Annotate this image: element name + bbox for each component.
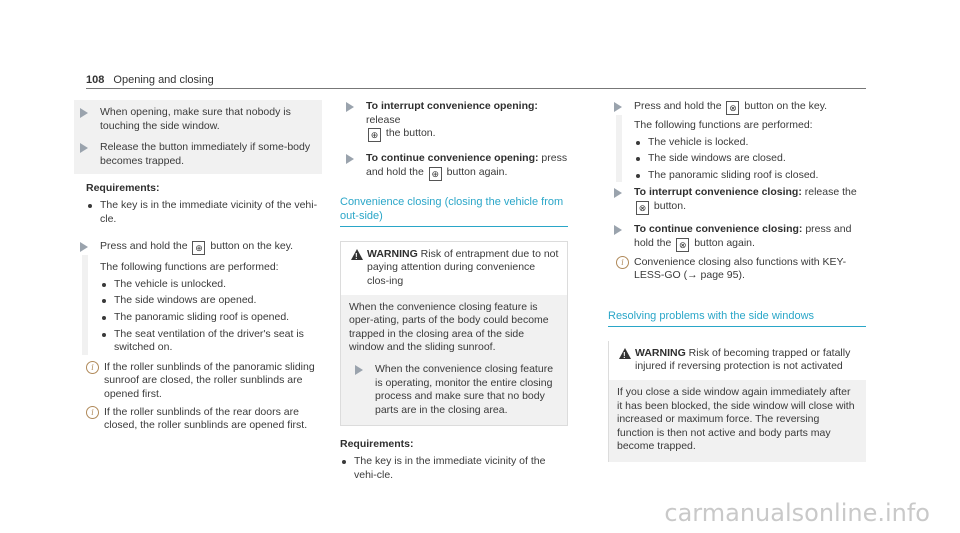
warning-box bbox=[340, 241, 568, 427]
step-arrow-icon bbox=[614, 102, 622, 112]
header-divider bbox=[86, 88, 866, 89]
requirements-label: Requirements: bbox=[86, 182, 160, 195]
press-step: Press and hold the ⊕ button on the key. bbox=[74, 240, 322, 255]
step-item: When opening, make sure that nobody is touching the side window. bbox=[74, 106, 322, 133]
step-arrow-icon bbox=[346, 102, 354, 112]
warning-icon bbox=[351, 249, 363, 260]
step-item: Release the button immediately if some-body becomes trapped. bbox=[74, 141, 322, 168]
step-arrow-icon bbox=[346, 154, 354, 164]
page-header bbox=[86, 74, 214, 86]
page-number: 108 bbox=[86, 74, 105, 86]
interrupt-step: To interrupt convenience opening: release ⊕ the button. bbox=[340, 100, 568, 142]
performed-block: The following functions are performed: The vehicle is unlocked. The side windows are opened. The panoramic sliding roof is opened. The seat ventilation of the driver's seat is switched on. bbox=[82, 255, 322, 355]
list-item: The seat ventilation of the driver's seat is switched on. bbox=[100, 328, 322, 355]
performed-block: The following functions are performed: The vehicle is locked. The side windows are closed. The panoramic sliding roof is closed. bbox=[616, 115, 866, 182]
unlock-key-icon: ⊕ bbox=[192, 241, 205, 255]
info-note: i If the roller sunblinds of the panoramic sliding sunroof are closed, the roller sunblinds are opened first. bbox=[86, 361, 322, 402]
warning-step: When the convenience closing feature is operating, monitor the entire closing process and make sure that no body parts are in the closing area. bbox=[349, 363, 559, 417]
step-arrow-icon bbox=[614, 188, 622, 198]
interrupt-step: To interrupt convenience closing: release the ⊗ button. bbox=[608, 186, 866, 215]
requirement-item: The key is in the immediate vicinity of the vehi-cle. bbox=[86, 199, 322, 226]
press-step: Press and hold the ⊗ button on the key. bbox=[608, 100, 866, 115]
step-arrow-icon bbox=[80, 108, 88, 118]
unlock-key-icon: ⊕ bbox=[429, 167, 442, 181]
column-3 bbox=[608, 100, 866, 462]
info-icon: i bbox=[86, 406, 99, 419]
warning-box bbox=[608, 341, 866, 462]
section-title: Convenience closing (closing the vehicle from out-side) bbox=[340, 195, 568, 227]
unlock-key-icon: ⊕ bbox=[368, 128, 381, 142]
continue-step: To continue convenience opening: press and hold the ⊕ button again. bbox=[340, 152, 568, 181]
step-arrow-icon bbox=[614, 225, 622, 235]
list-item: The panoramic sliding roof is opened. bbox=[100, 311, 322, 325]
safety-steps-box bbox=[74, 100, 322, 174]
warning-header: ! WARNING Risk of entrapment due to not paying attention during convenience clos-ing bbox=[341, 242, 567, 295]
page-header-title: Opening and closing bbox=[113, 74, 214, 86]
column-2 bbox=[340, 100, 568, 485]
continue-step: To continue convenience closing: press and hold the ⊗ button again. bbox=[608, 223, 866, 252]
list-item: The side windows are opened. bbox=[100, 294, 322, 308]
requirement-item: The key is in the immediate vicinity of the vehi-cle. bbox=[340, 455, 568, 482]
watermark: carmanualsonline.info bbox=[664, 499, 930, 527]
warning-icon bbox=[619, 348, 631, 359]
lock-key-icon: ⊗ bbox=[676, 238, 689, 252]
info-note: i If the roller sunblinds of the rear doors are closed, the roller sunblinds are opened first. bbox=[86, 406, 322, 433]
list-item: The panoramic sliding roof is closed. bbox=[634, 169, 866, 183]
requirements-label: Requirements: bbox=[340, 438, 414, 451]
step-arrow-icon bbox=[80, 143, 88, 153]
warning-body: When the convenience closing feature is oper-ating, parts of the body could become trapped in the closing area of the side window and the sliding sunroof. When the convenience closing feature is operating, monitor the entire closing process and make sure that no body parts are in the closing area. bbox=[341, 295, 567, 426]
info-note: i Convenience closing also functions with KEY-LESS-GO (→ page 95). bbox=[616, 256, 866, 283]
warning-body: If you close a side window again immediately after it has been blocked, the side window will close with increased or maximum force. The reversing function is then not active and body parts may become trapped. bbox=[609, 380, 866, 462]
column-1 bbox=[74, 100, 322, 433]
step-arrow-icon bbox=[355, 365, 363, 375]
list-item: The vehicle is unlocked. bbox=[100, 278, 322, 292]
warning-header: ! WARNING Risk of becoming trapped or fatally injured if reversing protection is not activated bbox=[609, 341, 866, 380]
lock-key-icon: ⊗ bbox=[636, 201, 649, 215]
list-item: The side windows are closed. bbox=[634, 152, 866, 166]
step-arrow-icon bbox=[80, 242, 88, 252]
section-title: Resolving problems with the side windows bbox=[608, 309, 866, 327]
info-icon: i bbox=[86, 361, 99, 374]
info-icon: i bbox=[616, 256, 629, 269]
lock-key-icon: ⊗ bbox=[726, 101, 739, 115]
list-item: The vehicle is locked. bbox=[634, 136, 866, 150]
